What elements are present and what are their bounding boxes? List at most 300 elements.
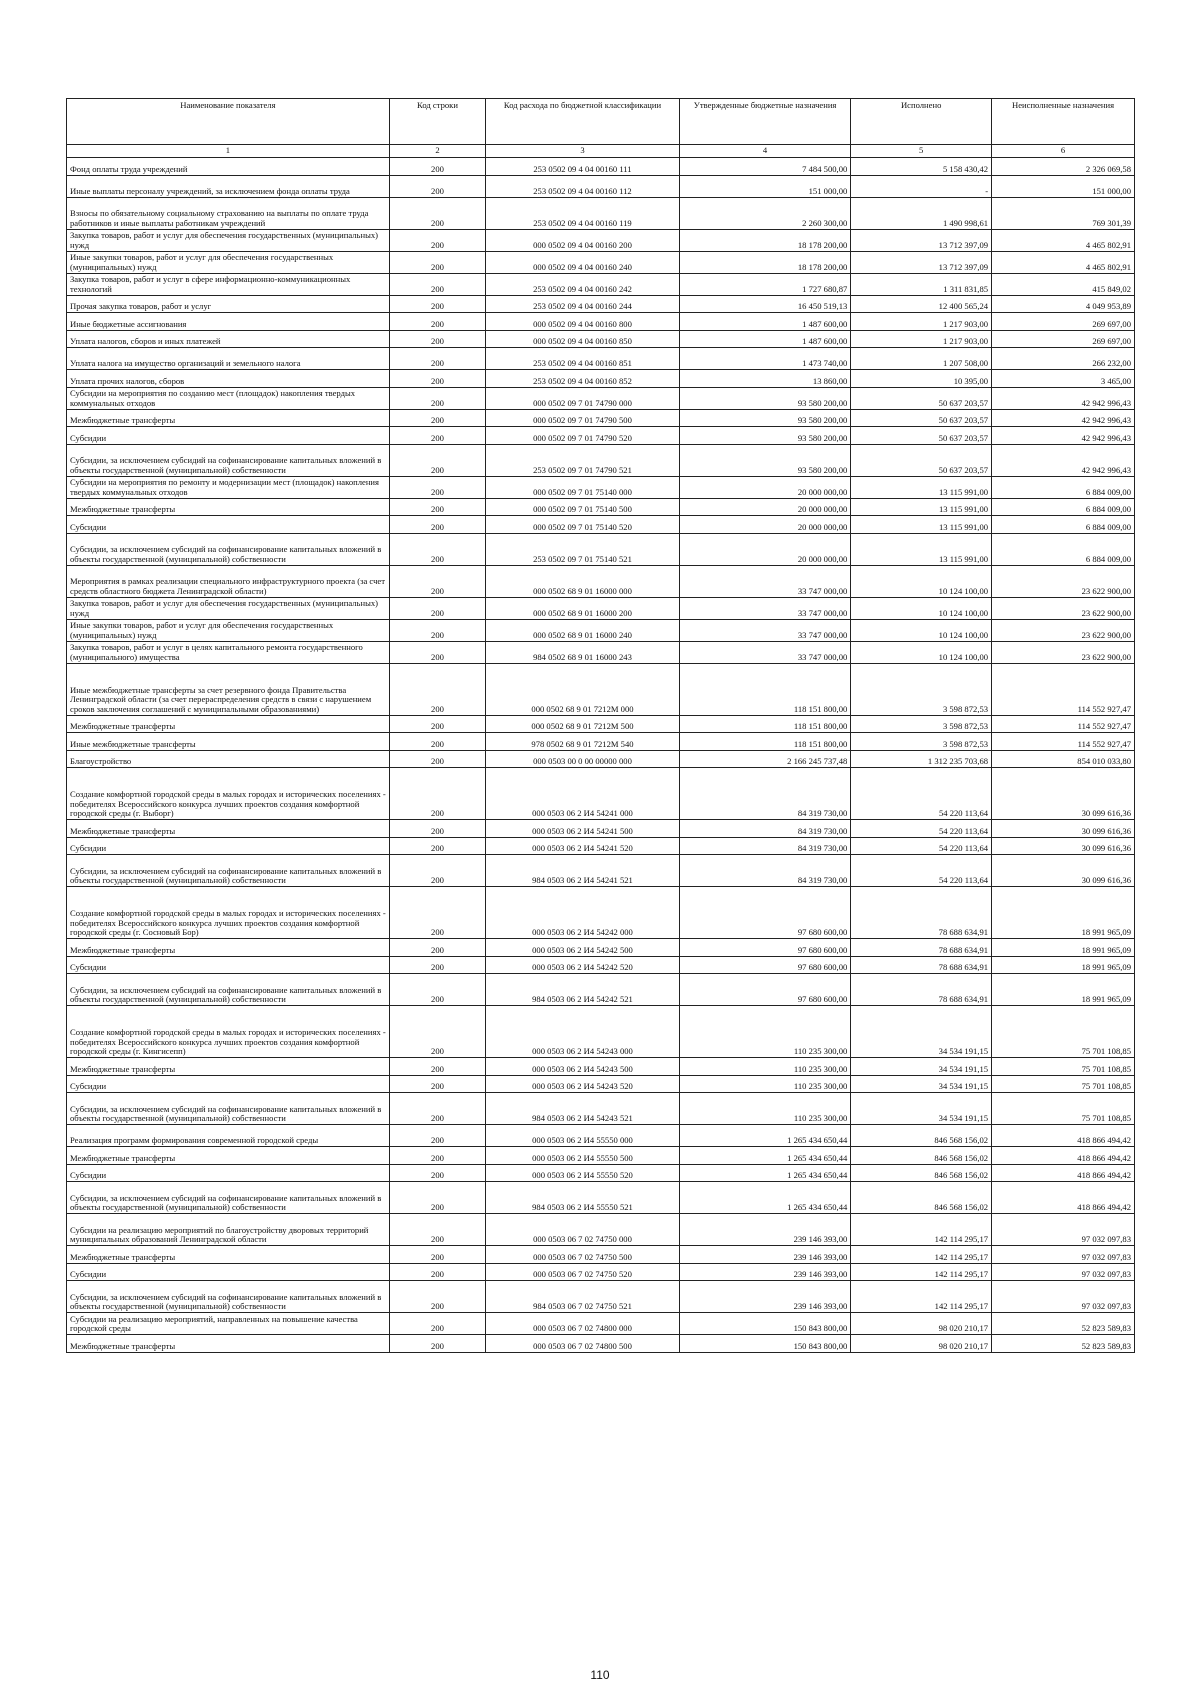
row-executed-amount: 54 220 113,64: [851, 768, 992, 820]
row-approved-amount: 1 265 434 650,44: [679, 1182, 850, 1214]
row-classification-code: 000 0503 06 2 И4 54241 500: [486, 820, 680, 838]
table-row: [67, 1147, 1135, 1165]
row-indicator-name: Закупка товаров, работ и услуг в целях капитального ремонта государственного (муниципального) имущества: [67, 641, 390, 663]
table-row: [67, 597, 1135, 619]
row-executed-amount: 98 020 210,17: [851, 1313, 992, 1335]
table-row: [67, 715, 1135, 733]
row-unexecuted-amount: 6 884 009,00: [992, 476, 1135, 498]
table-row: [67, 444, 1135, 476]
row-indicator-name: Субсидии: [67, 1075, 390, 1093]
row-indicator-name: Межбюджетные трансферты: [67, 1147, 390, 1165]
table-row: [67, 1313, 1135, 1335]
row-executed-amount: 846 568 156,02: [851, 1125, 992, 1147]
row-unexecuted-amount: 269 697,00: [992, 313, 1135, 331]
row-approved-amount: 84 319 730,00: [679, 837, 850, 855]
row-classification-code: 000 0502 68 9 01 16000 000: [486, 565, 680, 597]
row-unexecuted-amount: 75 701 108,85: [992, 1093, 1135, 1125]
row-unexecuted-amount: 418 866 494,42: [992, 1147, 1135, 1165]
row-approved-amount: 97 680 600,00: [679, 974, 850, 1006]
row-classification-code: 253 0502 09 4 04 00160 244: [486, 295, 680, 313]
table-row: [67, 619, 1135, 641]
row-indicator-name: Реализация программ формирования современной городской среды: [67, 1125, 390, 1147]
row-executed-amount: 34 534 191,15: [851, 1075, 992, 1093]
column-number: 6: [992, 145, 1135, 158]
row-line-code: 200: [389, 313, 485, 331]
row-approved-amount: 2 260 300,00: [679, 197, 850, 229]
row-executed-amount: 846 568 156,02: [851, 1182, 992, 1214]
row-approved-amount: 118 151 800,00: [679, 715, 850, 733]
row-line-code: 200: [389, 715, 485, 733]
row-approved-amount: 239 146 393,00: [679, 1263, 850, 1281]
row-executed-amount: 50 637 203,57: [851, 444, 992, 476]
header-unexecuted-appropriations: Неисполненные назначения: [992, 99, 1135, 145]
row-unexecuted-amount: 97 032 097,83: [992, 1214, 1135, 1246]
row-executed-amount: 34 534 191,15: [851, 1058, 992, 1076]
row-executed-amount: 10 395,00: [851, 370, 992, 388]
row-unexecuted-amount: 23 622 900,00: [992, 597, 1135, 619]
row-line-code: 200: [389, 348, 485, 370]
table-row: [67, 330, 1135, 348]
row-line-code: 200: [389, 1246, 485, 1264]
row-classification-code: 000 0502 68 9 01 7212М 500: [486, 715, 680, 733]
row-unexecuted-amount: 42 942 996,43: [992, 387, 1135, 409]
row-indicator-name: Иные закупки товаров, работ и услуг для обеспечения государственных (муниципальных) нужд: [67, 619, 390, 641]
row-classification-code: 000 0503 06 7 02 74750 500: [486, 1246, 680, 1264]
row-executed-amount: 5 158 430,42: [851, 158, 992, 176]
row-executed-amount: 78 688 634,91: [851, 887, 992, 939]
table-row: [67, 939, 1135, 957]
table-row: [67, 1125, 1135, 1147]
row-executed-amount: 13 115 991,00: [851, 498, 992, 516]
row-indicator-name: Межбюджетные трансферты: [67, 715, 390, 733]
row-classification-code: 000 0503 06 2 И4 54242 500: [486, 939, 680, 957]
row-executed-amount: 142 114 295,17: [851, 1281, 992, 1313]
row-classification-code: 978 0502 68 9 01 7212М 540: [486, 733, 680, 751]
row-line-code: 200: [389, 820, 485, 838]
row-line-code: 200: [389, 1335, 485, 1353]
table-row: [67, 175, 1135, 197]
row-unexecuted-amount: 18 991 965,09: [992, 887, 1135, 939]
row-line-code: 200: [389, 1075, 485, 1093]
row-approved-amount: 97 680 600,00: [679, 956, 850, 974]
row-approved-amount: 1 265 434 650,44: [679, 1125, 850, 1147]
row-approved-amount: 18 178 200,00: [679, 229, 850, 251]
row-executed-amount: 98 020 210,17: [851, 1335, 992, 1353]
table-row: [67, 565, 1135, 597]
row-executed-amount: 142 114 295,17: [851, 1263, 992, 1281]
row-line-code: 200: [389, 1093, 485, 1125]
row-unexecuted-amount: 75 701 108,85: [992, 1058, 1135, 1076]
row-classification-code: 000 0503 00 0 00 00000 000: [486, 750, 680, 768]
row-approved-amount: 84 319 730,00: [679, 855, 850, 887]
row-line-code: 200: [389, 409, 485, 427]
row-unexecuted-amount: 42 942 996,43: [992, 409, 1135, 427]
row-classification-code: 000 0502 09 4 04 00160 240: [486, 251, 680, 273]
table-row: [67, 1006, 1135, 1058]
row-indicator-name: Субсидии: [67, 1263, 390, 1281]
row-approved-amount: 239 146 393,00: [679, 1214, 850, 1246]
row-approved-amount: 118 151 800,00: [679, 733, 850, 751]
row-line-code: 200: [389, 330, 485, 348]
row-indicator-name: Благоустройство: [67, 750, 390, 768]
row-indicator-name: Иные межбюджетные трансферты за счет резервного фонда Правительства Ленинградской области (за счет перераспределения средств в связи с нарушением сроков заключения соглашений с муниципальными образованиями): [67, 663, 390, 715]
row-executed-amount: -: [851, 175, 992, 197]
table-row: [67, 887, 1135, 939]
row-indicator-name: Субсидии на реализацию мероприятий, направленных на повышение качества городской среды: [67, 1313, 390, 1335]
row-line-code: 200: [389, 641, 485, 663]
row-approved-amount: 93 580 200,00: [679, 427, 850, 445]
row-approved-amount: 118 151 800,00: [679, 663, 850, 715]
row-classification-code: 253 0502 09 7 01 75140 521: [486, 533, 680, 565]
column-number-row: [67, 145, 1135, 158]
table-row: [67, 641, 1135, 663]
table-row: [67, 1093, 1135, 1125]
row-classification-code: 000 0502 09 7 01 75140 520: [486, 516, 680, 534]
row-approved-amount: 239 146 393,00: [679, 1246, 850, 1264]
row-line-code: 200: [389, 427, 485, 445]
row-unexecuted-amount: 4 465 802,91: [992, 229, 1135, 251]
row-unexecuted-amount: 4 465 802,91: [992, 251, 1135, 273]
row-classification-code: 984 0503 06 7 02 74750 521: [486, 1281, 680, 1313]
row-classification-code: 000 0503 06 2 И4 54243 500: [486, 1058, 680, 1076]
row-executed-amount: 3 598 872,53: [851, 715, 992, 733]
row-unexecuted-amount: 52 823 589,83: [992, 1313, 1135, 1335]
table-row: [67, 1182, 1135, 1214]
row-classification-code: 984 0503 06 2 И4 54241 521: [486, 855, 680, 887]
row-approved-amount: 1 487 600,00: [679, 330, 850, 348]
row-indicator-name: Создание комфортной городской среды в малых городах и исторических поселениях - победителях Всероссийского конкурса лучших проектов создания комфортной городской среды (г. Сосновый Бор): [67, 887, 390, 939]
row-approved-amount: 97 680 600,00: [679, 939, 850, 957]
row-line-code: 200: [389, 476, 485, 498]
row-line-code: 200: [389, 273, 485, 295]
row-unexecuted-amount: 6 884 009,00: [992, 516, 1135, 534]
row-executed-amount: 50 637 203,57: [851, 427, 992, 445]
table-row: [67, 427, 1135, 445]
row-line-code: 200: [389, 855, 485, 887]
row-executed-amount: 3 598 872,53: [851, 733, 992, 751]
column-number: 2: [389, 145, 485, 158]
header-executed: Исполнено: [851, 99, 992, 145]
row-indicator-name: Создание комфортной городской среды в малых городах и исторических поселениях - победителях Всероссийского конкурса лучших проектов создания комфортной городской среды (г. Выборг): [67, 768, 390, 820]
table-row: [67, 348, 1135, 370]
row-classification-code: 000 0503 06 7 02 74800 500: [486, 1335, 680, 1353]
row-executed-amount: 78 688 634,91: [851, 956, 992, 974]
table-row: [67, 251, 1135, 273]
row-line-code: 200: [389, 837, 485, 855]
row-approved-amount: 20 000 000,00: [679, 498, 850, 516]
table-row: [67, 1281, 1135, 1313]
row-unexecuted-amount: 23 622 900,00: [992, 619, 1135, 641]
row-line-code: 200: [389, 974, 485, 1006]
table-row: [67, 1214, 1135, 1246]
table-row: [67, 476, 1135, 498]
row-classification-code: 000 0503 06 2 И4 54242 520: [486, 956, 680, 974]
row-unexecuted-amount: 4 049 953,89: [992, 295, 1135, 313]
row-indicator-name: Межбюджетные трансферты: [67, 498, 390, 516]
header-budget-classification-code: Код расхода по бюджетной классификации: [486, 99, 680, 145]
row-unexecuted-amount: 97 032 097,83: [992, 1263, 1135, 1281]
row-unexecuted-amount: 2 326 069,58: [992, 158, 1135, 176]
column-number: 3: [486, 145, 680, 158]
table-row: [67, 158, 1135, 176]
table-row: [67, 1058, 1135, 1076]
row-line-code: 200: [389, 370, 485, 388]
row-line-code: 200: [389, 939, 485, 957]
row-line-code: 200: [389, 295, 485, 313]
row-line-code: 200: [389, 387, 485, 409]
row-approved-amount: 1 727 680,87: [679, 273, 850, 295]
column-number: 1: [67, 145, 390, 158]
table-row: [67, 313, 1135, 331]
row-unexecuted-amount: 18 991 965,09: [992, 974, 1135, 1006]
row-unexecuted-amount: 30 099 616,36: [992, 820, 1135, 838]
table-row: [67, 663, 1135, 715]
row-classification-code: 000 0503 06 2 И4 54243 000: [486, 1006, 680, 1058]
row-indicator-name: Субсидии на реализацию мероприятий по благоустройству дворовых территорий муниципальных образований Ленинградской области: [67, 1214, 390, 1246]
row-approved-amount: 110 235 300,00: [679, 1093, 850, 1125]
row-approved-amount: 84 319 730,00: [679, 820, 850, 838]
row-classification-code: 253 0502 09 7 01 74790 521: [486, 444, 680, 476]
row-executed-amount: 3 598 872,53: [851, 663, 992, 715]
row-approved-amount: 110 235 300,00: [679, 1075, 850, 1093]
row-approved-amount: 110 235 300,00: [679, 1058, 850, 1076]
row-executed-amount: 13 712 397,09: [851, 229, 992, 251]
row-classification-code: 000 0503 06 2 И4 54242 000: [486, 887, 680, 939]
table-row: [67, 974, 1135, 1006]
row-unexecuted-amount: 97 032 097,83: [992, 1281, 1135, 1313]
row-executed-amount: 34 534 191,15: [851, 1006, 992, 1058]
row-executed-amount: 10 124 100,00: [851, 565, 992, 597]
row-line-code: 200: [389, 1164, 485, 1182]
table-row: [67, 820, 1135, 838]
row-executed-amount: 142 114 295,17: [851, 1246, 992, 1264]
row-line-code: 200: [389, 175, 485, 197]
row-executed-amount: 1 490 998,61: [851, 197, 992, 229]
table-row: [67, 409, 1135, 427]
row-executed-amount: 54 220 113,64: [851, 837, 992, 855]
row-unexecuted-amount: 114 552 927,47: [992, 733, 1135, 751]
table-header: [67, 99, 1135, 158]
row-unexecuted-amount: 418 866 494,42: [992, 1125, 1135, 1147]
row-unexecuted-amount: 114 552 927,47: [992, 663, 1135, 715]
row-approved-amount: 7 484 500,00: [679, 158, 850, 176]
row-indicator-name: Закупка товаров, работ и услуг в сфере информационно-коммуникационных технологий: [67, 273, 390, 295]
row-classification-code: 253 0502 09 4 04 00160 852: [486, 370, 680, 388]
row-line-code: 200: [389, 1182, 485, 1214]
row-indicator-name: Субсидии: [67, 427, 390, 445]
table-row: [67, 768, 1135, 820]
row-approved-amount: 16 450 519,13: [679, 295, 850, 313]
table-row: [67, 197, 1135, 229]
row-approved-amount: 97 680 600,00: [679, 887, 850, 939]
row-approved-amount: 20 000 000,00: [679, 476, 850, 498]
row-executed-amount: 12 400 565,24: [851, 295, 992, 313]
row-approved-amount: 151 000,00: [679, 175, 850, 197]
row-indicator-name: Межбюджетные трансферты: [67, 1058, 390, 1076]
row-indicator-name: Межбюджетные трансферты: [67, 1246, 390, 1264]
row-executed-amount: 142 114 295,17: [851, 1214, 992, 1246]
row-classification-code: 253 0502 09 4 04 00160 112: [486, 175, 680, 197]
row-unexecuted-amount: 23 622 900,00: [992, 641, 1135, 663]
row-classification-code: 000 0502 68 9 01 16000 240: [486, 619, 680, 641]
row-indicator-name: Иные выплаты персоналу учреждений, за исключением фонда оплаты труда: [67, 175, 390, 197]
row-executed-amount: 10 124 100,00: [851, 619, 992, 641]
header-approved-appropriations: Утвержденные бюджетные назначения: [679, 99, 850, 145]
row-unexecuted-amount: 418 866 494,42: [992, 1182, 1135, 1214]
row-indicator-name: Иные бюджетные ассигнования: [67, 313, 390, 331]
row-approved-amount: 33 747 000,00: [679, 619, 850, 641]
table-row: [67, 1246, 1135, 1264]
row-approved-amount: 33 747 000,00: [679, 597, 850, 619]
row-indicator-name: Мероприятия в рамках реализации специального инфраструктурного проекта (за счет средств областного бюджета Ленинградской области): [67, 565, 390, 597]
row-executed-amount: 1 311 831,85: [851, 273, 992, 295]
row-line-code: 200: [389, 750, 485, 768]
row-executed-amount: 13 115 991,00: [851, 476, 992, 498]
row-approved-amount: 33 747 000,00: [679, 641, 850, 663]
column-number: 5: [851, 145, 992, 158]
table-row: [67, 1335, 1135, 1353]
row-line-code: 200: [389, 533, 485, 565]
budget-execution-table: [66, 98, 1135, 1353]
row-classification-code: 253 0502 09 4 04 00160 851: [486, 348, 680, 370]
table-row: [67, 956, 1135, 974]
row-classification-code: 000 0502 09 4 04 00160 850: [486, 330, 680, 348]
table-row: [67, 498, 1135, 516]
row-unexecuted-amount: 97 032 097,83: [992, 1246, 1135, 1264]
row-indicator-name: Создание комфортной городской среды в малых городах и исторических поселениях - победителях Всероссийского конкурса лучших проектов создания комфортной городской среды (г. Кингисепп): [67, 1006, 390, 1058]
row-line-code: 200: [389, 733, 485, 751]
row-executed-amount: 34 534 191,15: [851, 1093, 992, 1125]
row-executed-amount: 1 217 903,00: [851, 313, 992, 331]
row-unexecuted-amount: 418 866 494,42: [992, 1164, 1135, 1182]
row-unexecuted-amount: 269 697,00: [992, 330, 1135, 348]
row-indicator-name: Межбюджетные трансферты: [67, 409, 390, 427]
row-classification-code: 000 0502 09 7 01 74790 000: [486, 387, 680, 409]
row-classification-code: 000 0503 06 2 И4 55550 000: [486, 1125, 680, 1147]
row-unexecuted-amount: 42 942 996,43: [992, 427, 1135, 445]
row-unexecuted-amount: 75 701 108,85: [992, 1006, 1135, 1058]
row-classification-code: 984 0503 06 2 И4 55550 521: [486, 1182, 680, 1214]
row-line-code: 200: [389, 251, 485, 273]
table-row: [67, 273, 1135, 295]
row-classification-code: 000 0502 68 9 01 16000 200: [486, 597, 680, 619]
table-row: [67, 750, 1135, 768]
row-approved-amount: 20 000 000,00: [679, 533, 850, 565]
row-classification-code: 000 0502 09 4 04 00160 200: [486, 229, 680, 251]
table-body: [67, 158, 1135, 1353]
row-line-code: 200: [389, 1058, 485, 1076]
row-classification-code: 000 0503 06 7 02 74750 520: [486, 1263, 680, 1281]
column-number: 4: [679, 145, 850, 158]
row-approved-amount: 1 473 740,00: [679, 348, 850, 370]
row-line-code: 200: [389, 956, 485, 974]
row-indicator-name: Уплата налогов, сборов и иных платежей: [67, 330, 390, 348]
row-unexecuted-amount: 30 099 616,36: [992, 837, 1135, 855]
row-unexecuted-amount: 854 010 033,80: [992, 750, 1135, 768]
row-indicator-name: Субсидии, за исключением субсидий на софинансирование капитальных вложений в объекты государственной (муниципальной) собственности: [67, 1182, 390, 1214]
row-classification-code: 000 0502 68 9 01 7212М 000: [486, 663, 680, 715]
row-indicator-name: Взносы по обязательному социальному страхованию на выплаты по оплате труда работников и иные выплаты работникам учреждений: [67, 197, 390, 229]
row-line-code: 200: [389, 229, 485, 251]
table-row: [67, 1075, 1135, 1093]
row-approved-amount: 1 265 434 650,44: [679, 1164, 850, 1182]
row-executed-amount: 1 217 903,00: [851, 330, 992, 348]
row-approved-amount: 1 265 434 650,44: [679, 1147, 850, 1165]
row-classification-code: 000 0503 06 7 02 74800 000: [486, 1313, 680, 1335]
table-row: [67, 533, 1135, 565]
row-executed-amount: 78 688 634,91: [851, 939, 992, 957]
row-indicator-name: Уплата прочих налогов, сборов: [67, 370, 390, 388]
row-line-code: 200: [389, 1147, 485, 1165]
row-executed-amount: 846 568 156,02: [851, 1164, 992, 1182]
row-unexecuted-amount: 42 942 996,43: [992, 444, 1135, 476]
row-line-code: 200: [389, 663, 485, 715]
row-line-code: 200: [389, 768, 485, 820]
row-line-code: 200: [389, 1214, 485, 1246]
row-unexecuted-amount: 52 823 589,83: [992, 1335, 1135, 1353]
row-classification-code: 984 0503 06 2 И4 54242 521: [486, 974, 680, 1006]
row-approved-amount: 93 580 200,00: [679, 444, 850, 476]
table-row: [67, 387, 1135, 409]
row-indicator-name: Закупка товаров, работ и услуг для обеспечения государственных (муниципальных) нужд: [67, 229, 390, 251]
row-classification-code: 000 0502 09 7 01 74790 520: [486, 427, 680, 445]
row-unexecuted-amount: 18 991 965,09: [992, 956, 1135, 974]
row-executed-amount: 10 124 100,00: [851, 641, 992, 663]
row-line-code: 200: [389, 597, 485, 619]
row-executed-amount: 54 220 113,64: [851, 855, 992, 887]
row-indicator-name: Субсидии, за исключением субсидий на софинансирование капитальных вложений в объекты государственной (муниципальной) собственности: [67, 974, 390, 1006]
row-classification-code: 253 0502 09 4 04 00160 119: [486, 197, 680, 229]
row-line-code: 200: [389, 197, 485, 229]
row-indicator-name: Межбюджетные трансферты: [67, 820, 390, 838]
row-indicator-name: Субсидии, за исключением субсидий на софинансирование капитальных вложений в объекты государственной (муниципальной) собственности: [67, 1093, 390, 1125]
row-approved-amount: 13 860,00: [679, 370, 850, 388]
row-line-code: 200: [389, 1313, 485, 1335]
row-indicator-name: Фонд оплаты труда учреждений: [67, 158, 390, 176]
row-unexecuted-amount: 6 884 009,00: [992, 498, 1135, 516]
row-classification-code: 000 0503 06 2 И4 55550 520: [486, 1164, 680, 1182]
row-classification-code: 000 0502 09 4 04 00160 800: [486, 313, 680, 331]
row-indicator-name: Иные межбюджетные трансферты: [67, 733, 390, 751]
row-unexecuted-amount: 23 622 900,00: [992, 565, 1135, 597]
row-line-code: 200: [389, 1125, 485, 1147]
row-executed-amount: 13 712 397,09: [851, 251, 992, 273]
row-approved-amount: 33 747 000,00: [679, 565, 850, 597]
header-indicator-name: Наименование показателя: [67, 99, 390, 145]
row-classification-code: 000 0503 06 2 И4 54241 520: [486, 837, 680, 855]
row-indicator-name: Субсидии: [67, 1164, 390, 1182]
row-indicator-name: Субсидии на мероприятия по ремонту и модернизации мест (площадок) накопления твердых коммунальных отходов: [67, 476, 390, 498]
table-row: [67, 855, 1135, 887]
header-line-code: Код строки: [389, 99, 485, 145]
row-classification-code: 984 0503 06 2 И4 54243 521: [486, 1093, 680, 1125]
row-executed-amount: 13 115 991,00: [851, 516, 992, 534]
row-classification-code: 984 0502 68 9 01 16000 243: [486, 641, 680, 663]
row-executed-amount: 10 124 100,00: [851, 597, 992, 619]
row-indicator-name: Субсидии, за исключением субсидий на софинансирование капитальных вложений в объекты государственной (муниципальной) собственности: [67, 444, 390, 476]
row-executed-amount: 78 688 634,91: [851, 974, 992, 1006]
row-approved-amount: 20 000 000,00: [679, 516, 850, 534]
row-unexecuted-amount: 6 884 009,00: [992, 533, 1135, 565]
row-approved-amount: 18 178 200,00: [679, 251, 850, 273]
row-unexecuted-amount: 75 701 108,85: [992, 1075, 1135, 1093]
row-unexecuted-amount: 769 301,39: [992, 197, 1135, 229]
table-row: [67, 229, 1135, 251]
row-indicator-name: Субсидии, за исключением субсидий на софинансирование капитальных вложений в объекты государственной (муниципальной) собственности: [67, 533, 390, 565]
row-line-code: 200: [389, 1281, 485, 1313]
row-indicator-name: Субсидии: [67, 516, 390, 534]
row-approved-amount: 150 843 800,00: [679, 1313, 850, 1335]
